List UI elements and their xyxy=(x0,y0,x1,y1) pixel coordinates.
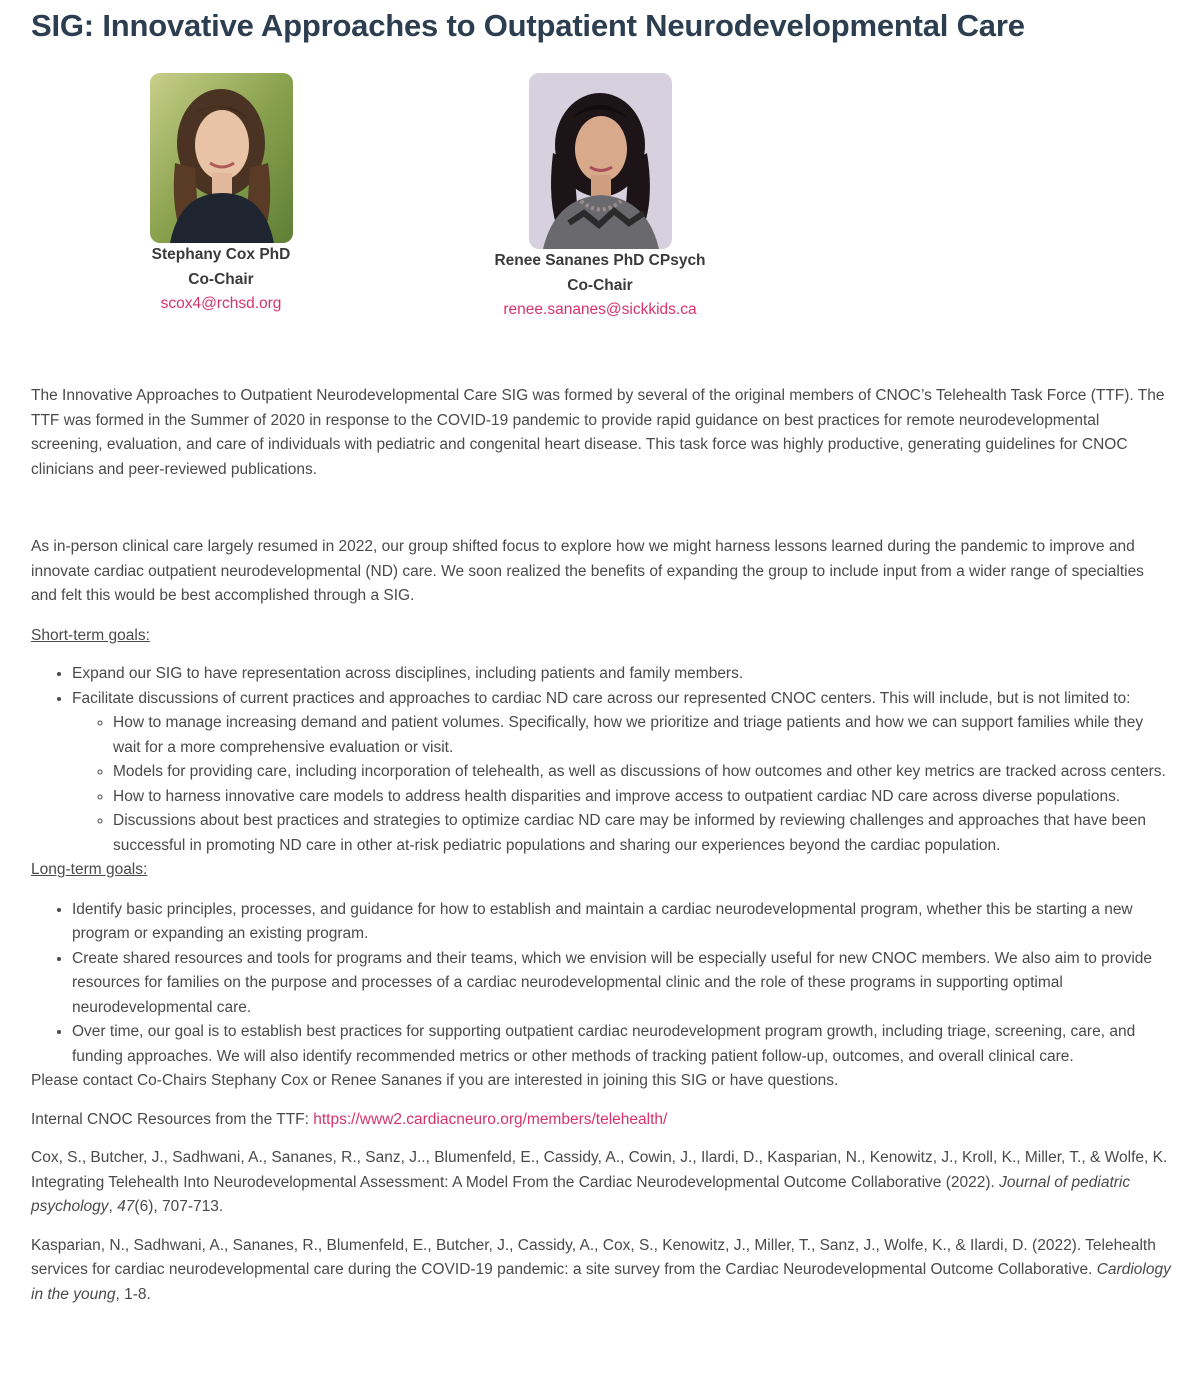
intro-section-1 xyxy=(31,384,1171,482)
chair-role-sananes: Co-Chair xyxy=(567,276,633,294)
reference-1-sep: , xyxy=(108,1198,118,1215)
list-item: • Create shared resources and tools for programs and their teams, which we envision will be especially useful for new CNOC members. We also aim to provide resources for families on the purpose and processes of a cardiac neurodevelopmental clinic and the role of these programs in supporting optimal neurodevelopmental care. xyxy=(72,947,1171,1021)
long-term-list xyxy=(31,898,1171,1070)
chair-email-cox[interactable]: scox4@rchsd.org xyxy=(160,295,282,312)
chair-photo-cox xyxy=(150,73,293,243)
short-term-heading: Short-term goals: xyxy=(31,626,150,644)
reference-2-tail: , 1-8. xyxy=(115,1285,151,1303)
sublist-item: ◦ How to harness innovative care models to address health disparities and improve access to outpatient cardiac ND care across diverse populations. xyxy=(113,785,1171,810)
telehealth-resources-link[interactable]: https://www2.cardiacneuro.org/members/telehealth/ xyxy=(313,1110,668,1128)
chair-photo-sananes xyxy=(529,73,672,249)
sublist-item: ◦ Models for providing care, including incorporation of telehealth, as well as discussions of how outcomes and other key metrics are tracked across centers. xyxy=(113,760,1171,785)
chair-name-cox: Stephany Cox PhD xyxy=(151,246,291,263)
chair-portrait-cox xyxy=(150,73,293,243)
sublist-item: ◦ How to manage increasing demand and patient volumes. Specifically, how we prioritize and triage patients and how we can support families while they wait for a more comprehensive evaluation or visit. xyxy=(113,711,1171,760)
chair-card-sananes xyxy=(480,73,720,323)
chair-name-sananes: Renee Sananes PhD CPsych xyxy=(494,252,706,269)
contact-paragraph: Please contact Co-Chairs Stephany Cox or Renee Sananes if you are interested in joining this SIG or have questions. xyxy=(31,1072,839,1089)
reference-1-journal: Journal of pediatric psychology xyxy=(31,1173,1131,1215)
chair-role-cox: Co-Chair xyxy=(188,270,254,288)
reference-2-journal: Cardiology in the young xyxy=(31,1261,1171,1303)
reference-2 xyxy=(31,1234,1171,1308)
chair-card-cox xyxy=(121,73,321,317)
sublist-item: ◦ Discussions about best practices and strategies to optimize cardiac ND care may be informed by reviewing challenges and approaches that have been successful in promoting ND care in other at-risk pediatric populations and sharing our experiences beyond the cardiac population. xyxy=(113,809,1171,858)
reference-1-volume: 47 xyxy=(117,1198,135,1215)
intro-paragraph-1: The Innovative Approaches to Outpatient Neurodevelopmental Care SIG was formed by several of the original members of CNOC’s Telehealth Task Force (TTF). The TTF was formed in the Summer of 2020 in response to the COVID-19 pandemic to provide rapid guidance on best practices for remote neurodevelopmental screening, evaluation, and care of individuals with pediatric and congenital heart disease. This task force was highly productive, generating guidelines for CNOC clinicians and peer-reviewed publications. xyxy=(31,387,1165,478)
resources-label: Internal CNOC Resources from the TTF: xyxy=(31,1110,314,1128)
list-item: • Identify basic principles, processes, and guidance for how to establish and maintain a cardiac neurodevelopmental program, whether this be starting a new program or expanding an existing program. xyxy=(72,898,1171,947)
resources-paragraph xyxy=(31,1108,1171,1133)
main-content xyxy=(31,535,1171,1307)
list-item: • Expand our SIG to have representation across disciplines, including patients and family members. xyxy=(72,662,1171,687)
list-item-text: Facilitate discussions of current practices and approaches to cardiac ND care across our represented CNOC centers. This will include, but is not limited to: xyxy=(72,689,1131,707)
list-item: • Over time, our goal is to establish best practices for supporting outpatient cardiac neurodevelopment program growth, including triage, screening, care, and funding approaches. We will also identify recommended metrics or other methods of tracking patient follow-up, outcomes, and overall clinical care. xyxy=(72,1020,1171,1069)
reference-1-tail: (6), 707-713. xyxy=(134,1198,224,1215)
reference-2-authors: Kasparian, N., Sadhwani, A., Sananes, R., Blumenfeld, E., Butcher, J., Cassidy, A., Cox, S., Kenowitz, J., Miller, T., Sanz, J., Wolfe, K., & Ilardi, D. (2022). Telehealth services for cardiac neurodevelopmental care during the COVID-19 pandemic: a site survey from the Cardiac Neurodevelopmental Outcome Collaborative. xyxy=(31,1236,1156,1278)
list-item xyxy=(72,687,1171,859)
short-term-sublist xyxy=(72,711,1171,858)
intro-paragraph-2: As in-person clinical care largely resumed in 2022, our group shifted focus to explore how we might harness lessons learned during the pandemic to improve and innovate cardiac outpatient neurodevelopmental (ND) care. We soon realized the benefits of expanding the group to include input from a wider range of specialties and felt this would be best accomplished through a SIG. xyxy=(31,538,1144,604)
chair-email-sananes[interactable]: renee.sananes@sickkids.ca xyxy=(503,301,697,318)
long-term-heading: Long-term goals: xyxy=(31,861,148,878)
short-term-list xyxy=(31,662,1171,858)
page-title: SIG: Innovative Approaches to Outpatient Neurodevelopmental Care xyxy=(31,8,1025,43)
chair-portrait-sananes xyxy=(529,73,672,249)
reference-1 xyxy=(31,1146,1171,1220)
reference-1-authors: Cox, S., Butcher, J., Sadhwani, A., Sananes, R., Sanz, J.., Blumenfeld, E., Cassidy, A., Cowin, J., Ilardi, D., Kasparian, N., Kenowitz, J., Kroll, K., Miller, T., & Wolfe, K. Integrating Telehealth Into Neurodevelopmental Assessment: A Model From the Cardiac Neurodevelopmental Outcome Collaborative (2022). xyxy=(31,1149,1168,1191)
